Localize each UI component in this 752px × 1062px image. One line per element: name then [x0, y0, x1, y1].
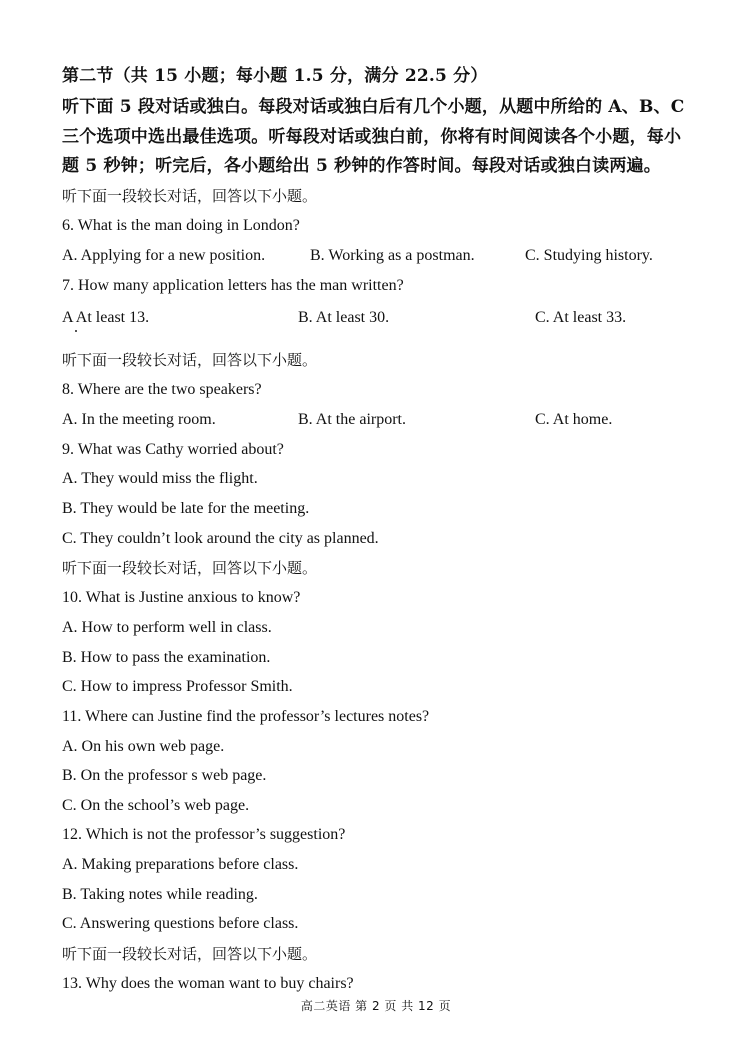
- question-10-option-b: B. How to pass the examination.: [62, 649, 271, 666]
- question-6-option-b: B. Working as a postman.: [310, 247, 475, 264]
- question-8-option-b: B. At the airport.: [298, 411, 406, 428]
- question-13-stem: 13. Why does the woman want to buy chairs?: [62, 975, 354, 992]
- question-6-stem: 6. What is the man doing in London?: [62, 217, 300, 234]
- direction-3: 听下面一段较长对话，回答以下小题。: [62, 559, 318, 577]
- question-11-option-a: A. On his own web page.: [62, 738, 225, 755]
- question-10-stem: 10. What is Justine anxious to know?: [62, 589, 301, 606]
- question-8-option-a: A. In the meeting room.: [62, 411, 216, 428]
- question-6-option-c: C. Studying history.: [525, 247, 653, 264]
- question-7-option-c: C. At least 33.: [535, 309, 627, 326]
- question-8-option-c: C. At home.: [535, 411, 613, 428]
- question-12-option-c: C. Answering questions before class.: [62, 915, 299, 932]
- question-8-stem: 8. Where are the two speakers?: [62, 381, 262, 398]
- question-7-stem: 7. How many application letters has the man written?: [62, 277, 404, 294]
- direction-1: 听下面一段较长对话，回答以下小题。: [62, 187, 318, 205]
- direction-4: 听下面一段较长对话，回答以下小题。: [62, 945, 318, 963]
- scan-speck: [75, 330, 77, 332]
- question-11-option-c: C. On the school’s web page.: [62, 797, 250, 814]
- question-9-option-c: C. They couldn’t look around the city as planned.: [62, 530, 379, 547]
- instruction-line-1: 听下面 5 段对话或独白。每段对话或独白后有几个小题，从题中所给的 A、B、C: [62, 97, 685, 117]
- question-12-stem: 12. Which is not the professor’s suggestion?: [62, 826, 346, 843]
- direction-2: 听下面一段较长对话，回答以下小题。: [62, 351, 318, 369]
- question-10-option-c: C. How to impress Professor Smith.: [62, 678, 293, 695]
- question-6-option-a: A. Applying for a new position.: [62, 247, 266, 264]
- question-9-option-b: B. They would be late for the meeting.: [62, 500, 310, 517]
- page-footer: 高二英语 第 2 页 共 12 页: [300, 999, 452, 1013]
- question-7-option-b: B. At least 30.: [298, 309, 390, 326]
- question-12-option-a: A. Making preparations before class.: [62, 856, 299, 873]
- question-9-option-a: A. They would miss the flight.: [62, 470, 258, 487]
- question-7-option-a: A At least 13.: [62, 309, 150, 326]
- instruction-line-3: 题 5 秒钟；听完后，各小题给出 5 秒钟的作答时间。每段对话或独白读两遍。: [62, 156, 661, 176]
- instruction-line-2: 三个选项中选出最佳选项。听每段对话或独白前，你将有时间阅读各个小题，每小: [62, 127, 682, 147]
- question-11-stem: 11. Where can Justine find the professor’s lectures notes?: [62, 708, 430, 725]
- question-12-option-b: B. Taking notes while reading.: [62, 886, 258, 903]
- question-11-option-b: B. On the professor s web page.: [62, 767, 267, 784]
- question-9-stem: 9. What was Cathy worried about?: [62, 441, 284, 458]
- question-10-option-a: A. How to perform well in class.: [62, 619, 272, 636]
- section-title: 第二节（共 15 小题；每小题 1.5 分，满分 22.5 分）: [62, 66, 488, 86]
